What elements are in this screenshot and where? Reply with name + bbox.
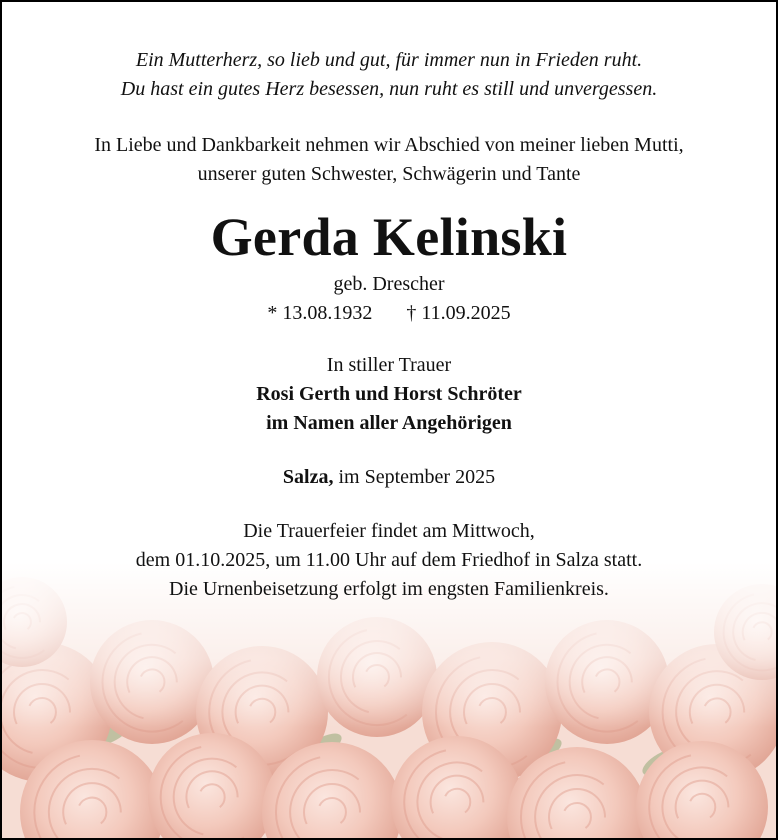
life-dates [2,299,776,328]
intro-line-1: In Liebe und Dankbarkeit nehmen wir Abschied von meiner lieben Mutti, [94,134,684,156]
intro-line-2: unserer guten Schwester, Schwägerin und Tante [197,163,581,185]
deceased-name: Gerda Kelinski [210,207,568,267]
birth-date: * 13.08.1932 [267,302,373,324]
place: Salza, [282,466,334,488]
text-content [2,2,776,604]
service-line-3: Die Urnenbeisetzung erfolgt im engsten Familienkreis. [169,578,609,600]
mourners-names: Rosi Gerth und Horst Schröter [256,383,522,405]
mourners-family: im Namen aller Angehörigen [266,412,512,434]
verse-line-2: Du hast ein gutes Herz besessen, nun ruht es still und unvergessen. [120,78,658,100]
date: im September 2025 [333,466,496,488]
verse-line-1: Ein Mutterherz, so lieb und gut, für immer nun in Frieden ruht. [135,49,643,71]
mourners-intro: In stiller Trauer [326,354,452,376]
service-line-1: Die Trauerfeier findet am Mittwoch, [243,520,535,542]
maiden-name: geb. Drescher [333,273,445,295]
place-and-date [2,463,776,492]
death-date: † 11.09.2025 [406,302,511,324]
service-line-2: dem 01.10.2025, um 11.00 Uhr auf dem Friedhof in Salza statt. [135,549,643,571]
